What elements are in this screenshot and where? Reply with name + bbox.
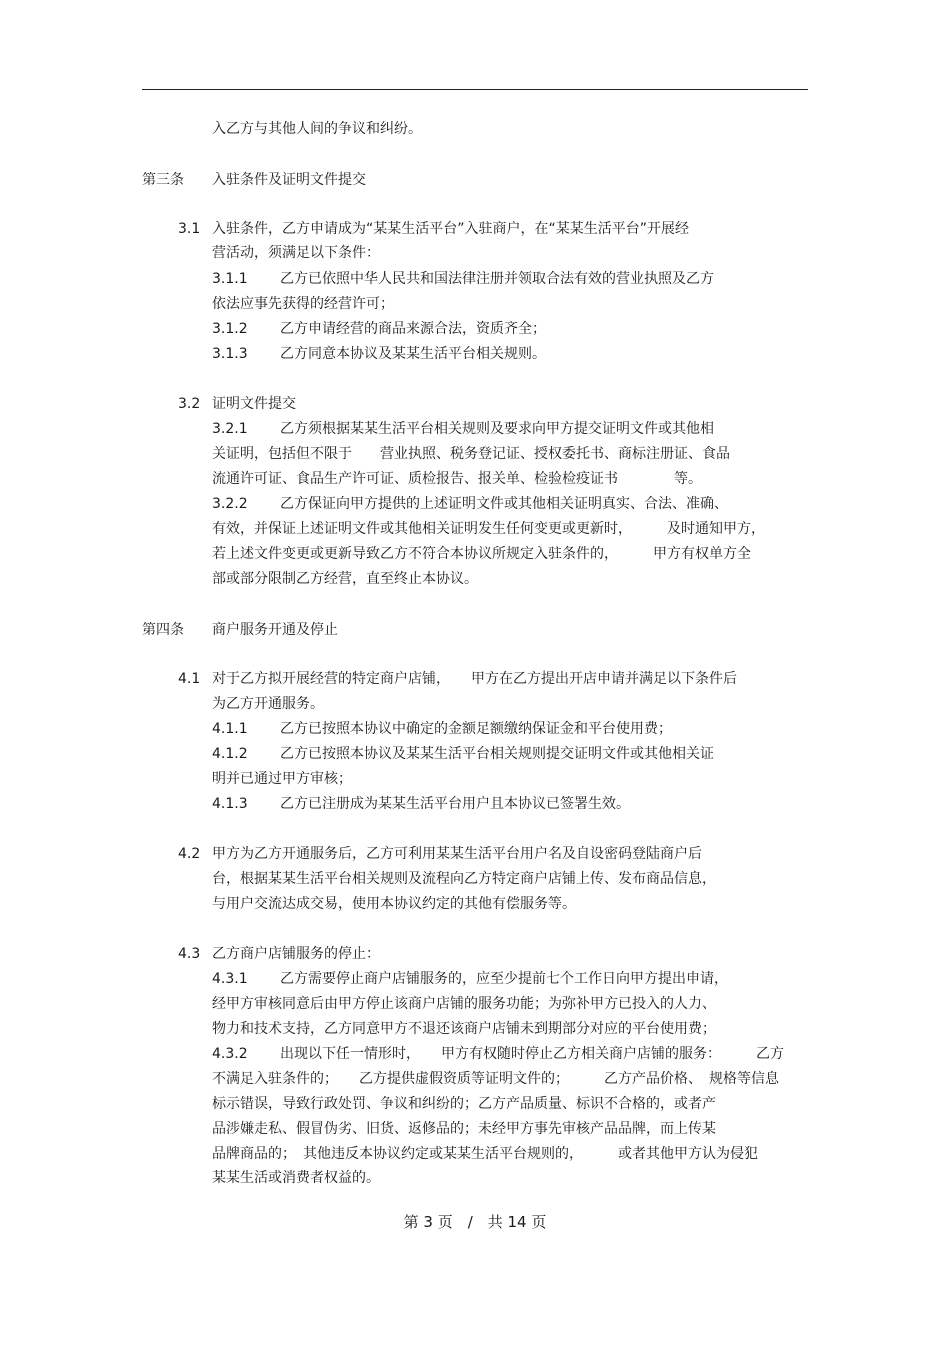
article-3-title: 入驻条件及证明文件提交: [212, 172, 366, 188]
item-3-1-1-number: 3.1.1: [212, 271, 248, 287]
page-number: 第 3 页 / 共 14 页: [403, 1213, 547, 1231]
section-4-2-text: 甲方为乙方开通服务后，乙方可利用某某生活平台用户名及自设密码登陆商户后: [212, 846, 702, 862]
item-4-3-1-text: 乙方需要停止商户店铺服务的，应至少提前七个工作日向甲方提出申请，: [280, 971, 728, 987]
item-3-2-1-text: 关证明，包括但不限于 营业执照、税务登记证、授权委托书、商标注册证、食品: [212, 446, 730, 462]
item-4-1-3-number: 4.1.3: [212, 796, 248, 812]
item-3-2-2-number: 3.2.2: [212, 496, 248, 512]
item-4-3-1-text: 经甲方审核同意后由甲方停止该商户店铺的服务功能；为弥补甲方已投入的人力、: [212, 996, 716, 1012]
item-3-2-2-text: 乙方保证向甲方提供的上述证明文件或其他相关证明真实、合法、准确、: [280, 496, 728, 512]
item-4-3-2-number: 4.3.2: [212, 1046, 248, 1062]
section-4-2-number: 4.2: [178, 846, 201, 862]
item-4-3-1-number: 4.3.1: [212, 971, 248, 987]
article-4-title: 商户服务开通及停止: [212, 622, 338, 638]
section-3-1-text: 入驻条件，乙方申请成为“某某生活平台”入驻商户，在“某某生活平台”开展经: [212, 221, 690, 237]
intro-line: 入乙方与其他人间的争议和纠纷。: [212, 121, 422, 137]
item-4-1-2-text: 明并已通过甲方审核；: [212, 771, 352, 787]
article-3-number: 第三条: [142, 172, 184, 188]
item-4-3-2-text: 出现以下任一情形时， 甲方有权随时停止乙方相关商户店铺的服务： 乙方: [280, 1046, 784, 1062]
item-4-1-2-text: 乙方已按照本协议及某某生活平台相关规则提交证明文件或其他相关证: [280, 746, 714, 762]
item-3-1-3-number: 3.1.3: [212, 346, 248, 362]
item-3-2-1-text: 乙方须根据某某生活平台相关规则及要求向甲方提交证明文件或其他相: [280, 421, 714, 437]
section-4-1-number: 4.1: [178, 671, 201, 687]
item-3-2-2-text: 部或部分限制乙方经营，直至终止本协议。: [212, 571, 478, 587]
item-3-2-1-number: 3.2.1: [212, 421, 248, 437]
section-4-3-number: 4.3: [178, 946, 201, 962]
section-4-1-text: 对于乙方拟开展经营的特定商户店铺， 甲方在乙方提出开店申请并满足以下条件后: [212, 671, 737, 687]
item-4-3-1-text: 物力和技术支持，乙方同意甲方不退还该商户店铺未到期部分对应的平台使用费；: [212, 1021, 716, 1037]
page-footer: [0, 1212, 950, 1232]
section-3-1-number: 3.1: [178, 221, 201, 237]
section-3-1-text: 营活动，须满足以下条件：: [212, 245, 380, 261]
article-4-number: 第四条: [142, 622, 184, 638]
section-3-2-title: 证明文件提交: [212, 396, 296, 412]
item-4-3-2-text: 品涉嫌走私、假冒伪劣、旧货、返修品的；未经甲方事先审核产品品牌，而上传某: [212, 1121, 716, 1137]
item-4-1-1-text: 乙方已按照本协议中确定的金额足额缴纳保证金和平台使用费；: [280, 721, 672, 737]
item-4-1-2-number: 4.1.2: [212, 746, 248, 762]
item-3-1-2-text: 乙方申请经营的商品来源合法，资质齐全；: [280, 321, 546, 337]
item-3-1-3-text: 乙方同意本协议及某某生活平台相关规则。: [280, 346, 546, 362]
item-3-1-1-text: 依法应事先获得的经营许可；: [212, 296, 394, 312]
section-4-2-text: 台，根据某某生活平台相关规则及流程向乙方特定商户店铺上传、发布商品信息，: [212, 871, 716, 887]
item-4-3-2-text: 标示错误，导致行政处罚、争议和纠纷的；乙方产品质量、标识不合格的，或者产: [212, 1096, 716, 1112]
section-4-3-title: 乙方商户店铺服务的停止：: [212, 946, 380, 962]
item-4-3-2-text: 不满足入驻条件的； 乙方提供虚假资质等证明文件的； 乙方产品价格、 规格等信息: [212, 1071, 779, 1087]
item-4-3-2-text: 品牌商品的； 其他违反本协议约定或某某生活平台规则的， 或者其他甲方认为侵犯: [212, 1146, 758, 1162]
item-4-3-2-text: 某某生活或消费者权益的。: [212, 1170, 380, 1186]
header-rule: [142, 89, 808, 90]
item-3-1-1-text: 乙方已依照中华人民共和国法律注册并领取合法有效的营业执照及乙方: [280, 271, 714, 287]
item-3-2-1-text: 流通许可证、食品生产许可证、质检报告、报关单、检验检疫证书 等。: [212, 471, 702, 487]
section-4-2-text: 与用户交流达成交易，使用本协议约定的其他有偿服务等。: [212, 896, 576, 912]
item-3-2-2-text: 若上述文件变更或更新导致乙方不符合本协议所规定入驻条件的， 甲方有权单方全: [212, 546, 751, 562]
section-3-2-number: 3.2: [178, 396, 201, 412]
item-3-2-2-text: 有效，并保证上述证明文件或其他相关证明发生任何变更或更新时， 及时通知甲方，: [212, 521, 765, 537]
section-4-1-text: 为乙方开通服务。: [212, 696, 324, 712]
item-4-1-1-number: 4.1.1: [212, 721, 248, 737]
item-3-1-2-number: 3.1.2: [212, 321, 248, 337]
item-4-1-3-text: 乙方已注册成为某某生活平台用户且本协议已签署生效。: [280, 796, 630, 812]
